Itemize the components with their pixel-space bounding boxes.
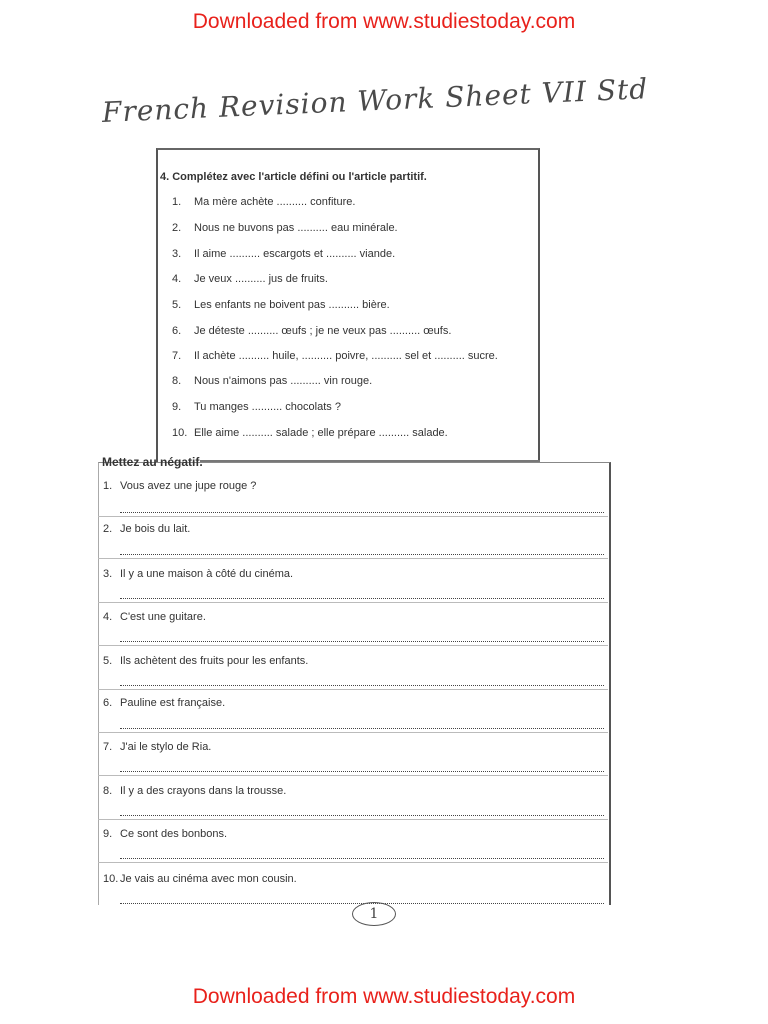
separator [98,689,608,690]
download-banner-bottom: Downloaded from www.studiestoday.com [192,985,576,1008]
separator [98,732,608,733]
page-number: 1 [352,902,396,926]
separator [98,862,608,863]
exercise-5-item: 6. Pauline est française. [103,697,226,709]
separator [98,558,608,559]
exercise-5-item: 9. Ce sont des bonbons. [103,828,228,840]
exercise-5-heading: Mettez au négatif. [102,455,203,469]
separator [98,645,608,646]
exercise-4-item: 3. Il aime .......... escargots et .......... viande. [172,248,396,260]
download-banner-top: Downloaded from www.studiestoday.com [192,10,576,33]
exercise-5-item: 8. Il y a des crayons dans la trousse. [103,785,287,797]
torn-edge [200,452,540,462]
separator [98,819,608,820]
exercise-4-item: 7. Il achète .......... huile, .......... poivre, .......... sel et .......... sucre. [172,350,498,362]
worksheet-title: French Revision Work Sheet VII Std [101,72,649,129]
separator [98,775,608,776]
exercise-5-item: 10. Je vais au cinéma avec mon cousin. [103,873,297,885]
answer-line[interactable] [120,641,604,642]
exercise-4-item: 6. Je déteste .......... œufs ; je ne veux pas .......... œufs. [172,325,452,337]
answer-line[interactable] [120,815,604,816]
exercise-5-item: 1. Vous avez une jupe rouge ? [103,480,257,492]
exercise-4-heading: 4. Complétez avec l'article défini ou l'article partitif. [160,171,427,183]
answer-line[interactable] [120,771,604,772]
answer-line[interactable] [120,598,604,599]
exercise-4-item: 5. Les enfants ne boivent pas .......... bière. [172,299,390,311]
exercise-5-item: 5. Ils achètent des fruits pour les enfants. [103,655,309,667]
exercise-5-item: 3. Il y a une maison à côté du cinéma. [103,568,294,580]
answer-line[interactable] [120,512,604,513]
exercise-4-item: 8. Nous n'aimons pas .......... vin rouge. [172,375,373,387]
exercise-4-item: 9. Tu manges .......... chocolats ? [172,401,341,413]
separator [98,602,608,603]
exercise-5-item: 4. C'est une guitare. [103,611,206,623]
answer-line[interactable] [120,728,604,729]
exercise-4-item: 10. Elle aime .......... salade ; elle prépare .......... salade. [172,427,448,439]
exercise-4-item: 1. Ma mère achète .......... confiture. [172,196,356,208]
answer-line[interactable] [120,858,604,859]
exercise-5-item: 7. J'ai le stylo de Ria. [103,741,212,753]
exercise-4-item: 4. Je veux .......... jus de fruits. [172,273,328,285]
answer-line[interactable] [120,685,604,686]
exercise-5-item: 2. Je bois du lait. [103,523,191,535]
separator [98,516,608,517]
exercise-4-item: 2. Nous ne buvons pas .......... eau minérale. [172,222,398,234]
answer-line[interactable] [120,554,604,555]
